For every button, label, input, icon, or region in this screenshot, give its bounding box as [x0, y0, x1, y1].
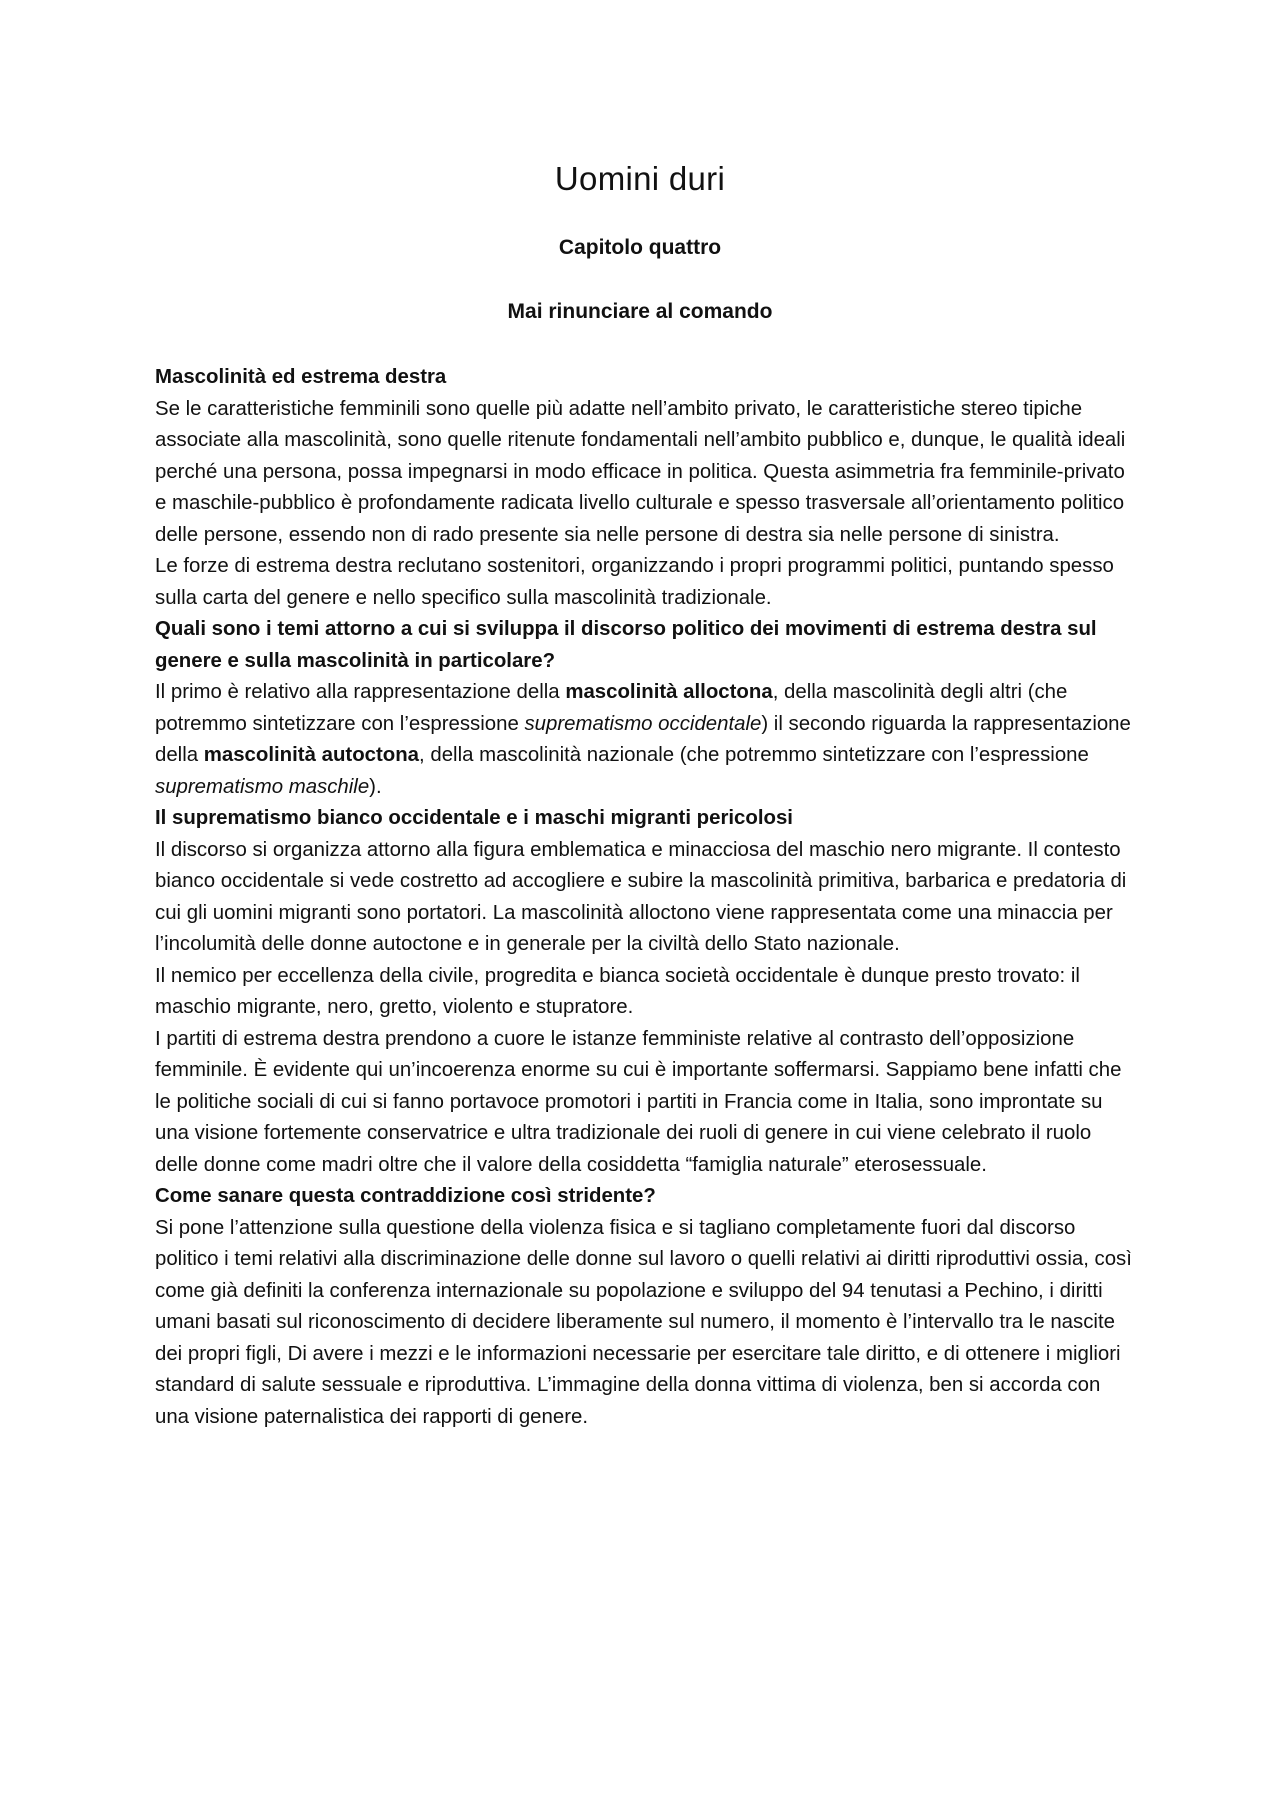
paragraph: Si pone l’attenzione sulla questione della violenza fisica e si tagliano completamente fuori dal discorso politico i temi relativi alla discriminazione delle donne sul lavoro o quelli relativi ai diritti riproduttivi ossia, così come già definiti la conferenza internazionale su popolazione e sviluppo del 94 tenutasi a Pechino, i diritti umani basati sul riconoscimento di decidere liberamente sul numero, il momento è l’intervallo tra le nascite dei propri figli, Di avere i mezzi e le informazioni necessarie per esercitare tale diritto, e di ottenere i migliori standard di salute sessuale e riproduttiva. L’immagine della donna vittima di violenza, ben si accorda con una visione paternalistica dei rapporti di genere.	[155, 1216, 1132, 1428]
document-title: Uomini duri	[554, 160, 726, 197]
text-run: ) il secondo riguarda la rappresentazione della	[155, 712, 1131, 766]
paragraph: Il discorso si organizza attorno alla figura emblematica e minacciosa del maschio nero migrante. Il contesto bianco occidentale si vede costretto ad accogliere e subire la mascolinità primitiva, barbarica e predatoria di cui gli uomini migranti sono portatori. La mascolinità alloctono viene rappresentata come una minaccia per l’incolumità delle donne autoctone e in generale per la civiltà dello Stato nazionale.	[155, 838, 1127, 955]
paragraph: Se le caratteristiche femminili sono quelle più adatte nell’ambito privato, le caratteristiche stereo tipiche associate alla mascolinità, sono quelle ritenute fondamentali nell’ambito pubblico e, dunque, le qualità ideali perché una persona, possa impegnarsi in modo efficace in politica. Questa asimmetria fra femminile-privato e maschile-pubblico è profondamente radicata livello culturale e spesso trasversale all’orientamento politico delle persone, essendo non di rado presente sia nelle persone di destra sia nelle persone di sinistra.	[155, 397, 1126, 546]
chapter-subtitle: Mai rinunciare al comando	[507, 300, 773, 323]
section-heading: Mascolinità ed estrema destra	[155, 366, 447, 388]
italic-term: suprematismo maschile	[155, 775, 370, 798]
paragraph	[155, 677, 1135, 803]
section-question: Come sanare questa contraddizione così stridente?	[155, 1185, 656, 1207]
paragraph: Le forze di estrema destra reclutano sostenitori, organizzando i propri programmi politici, puntando spesso sulla carta del genere e nello specifico sulla mascolinità tradizionale.	[155, 555, 1114, 609]
paragraph: Il nemico per eccellenza della civile, progredita e bianca società occidentale è dunque presto trovato: il maschio migrante, nero, gretto, violento e stupratore.	[155, 964, 1080, 1018]
bold-term: mascolinità alloctona	[565, 681, 773, 703]
bold-term: mascolinità autoctona	[203, 744, 420, 766]
text-run: ).	[369, 775, 382, 798]
document-body	[155, 362, 1135, 1433]
paragraph: I partiti di estrema destra prendono a cuore le istanze femministe relative al contrasto dell’opposizione femminile. È evidente qui un’incoerenza enorme su cui è importante soffermarsi. Sappiamo bene infatti che le politiche sociali di cui si fanno portavoce promotori i partiti in Francia come in Italia, sono improntate su una visione fortemente conservatrice e ultra tradizionale dei ruoli di genere in cui viene celebrato il ruolo delle donne come madri oltre che il valore della cosiddetta “famiglia naturale” eterosessuale.	[155, 1027, 1122, 1176]
text-run: Il primo è relativo alla rappresentazione della	[155, 681, 566, 703]
section-question: Quali sono i temi attorno a cui si sviluppa il discorso politico dei movimenti di estrema destra sul genere e sulla mascolinità in particolare?	[155, 618, 1097, 672]
chapter-heading: Capitolo quattro	[558, 236, 722, 259]
italic-term: suprematismo occidentale	[524, 712, 762, 735]
section-heading: Il suprematismo bianco occidentale e i maschi migranti pericolosi	[155, 807, 793, 829]
text-run: , della mascolinità degli altri (che potremmo sintetizzare con l’espressione	[155, 681, 1068, 735]
text-run: , della mascolinità nazionale (che potremmo sintetizzare con l’espressione	[419, 744, 1089, 766]
